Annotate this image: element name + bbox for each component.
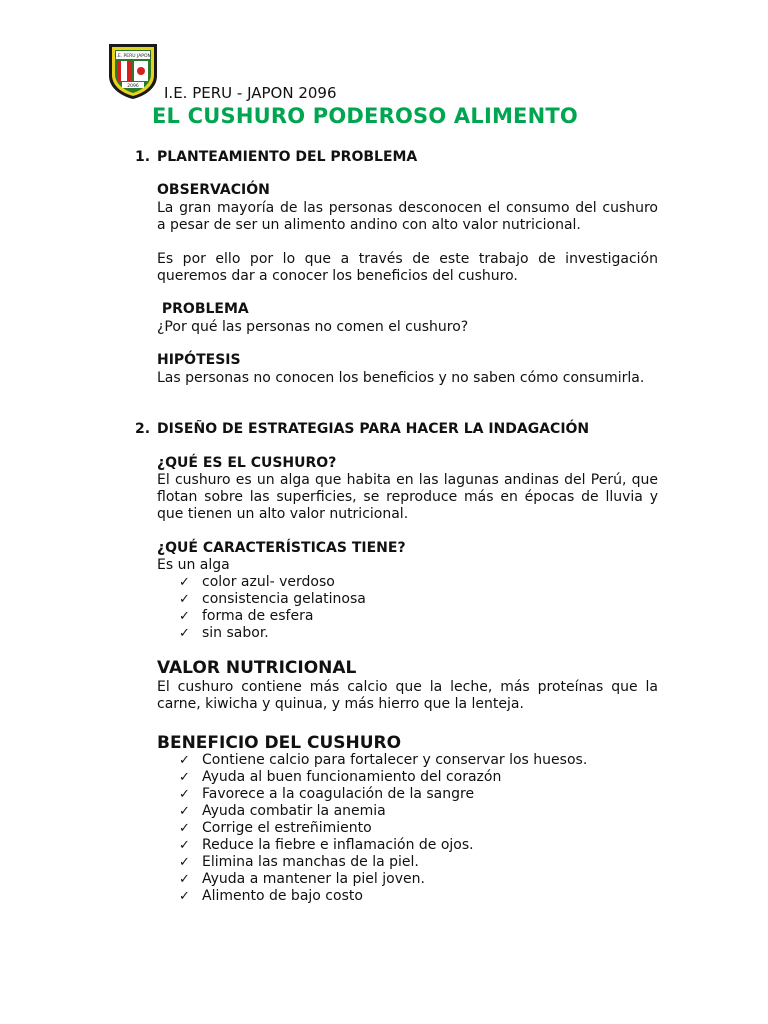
que-es-heading: ¿QUÉ ES EL CUSHURO? — [157, 455, 337, 471]
observacion-paragraph-2: Es por ello por lo que a través de este trabajo de investigación queremos dar a conocer los beneficios del cushuro. — [157, 251, 658, 284]
caracteristicas-heading: ¿QUÉ CARACTERÍSTICAS TIENE? — [157, 540, 406, 556]
check-icon: ✓ — [179, 626, 190, 641]
check-icon: ✓ — [179, 770, 190, 785]
page-title: EL CUSHURO PODEROSO ALIMENTO — [152, 104, 578, 128]
check-icon: ✓ — [179, 753, 190, 768]
check-icon: ✓ — [179, 889, 190, 904]
list-item — [179, 786, 587, 803]
list-item-text: forma de esfera — [202, 608, 314, 624]
list-item-text: Ayuda a mantener la piel joven. — [202, 871, 425, 887]
list-item — [179, 820, 587, 837]
problema-text: ¿Por qué las personas no comen el cushuro? — [157, 319, 469, 335]
list-item — [179, 625, 366, 642]
list-item — [179, 888, 587, 905]
list-item-text: consistencia gelatinosa — [202, 591, 366, 607]
section-number: 2. — [135, 421, 151, 437]
list-item-text: Contiene calcio para fortalecer y conservar los huesos. — [202, 752, 588, 768]
list-item — [179, 574, 366, 591]
section-number: 1. — [135, 149, 151, 165]
list-item — [179, 769, 587, 786]
check-icon: ✓ — [179, 838, 190, 853]
list-item — [179, 591, 366, 608]
list-item — [179, 752, 587, 769]
check-icon: ✓ — [179, 804, 190, 819]
observacion-paragraph-1: La gran mayoría de las personas desconocen el consumo del cushuro a pesar de ser un alimento andino con alto valor nutricional. — [157, 200, 658, 233]
section-title: PLANTEAMIENTO DEL PROBLEMA — [157, 149, 418, 165]
beneficios-list — [179, 752, 587, 905]
list-item-text: Favorece a la coagulación de la sangre — [202, 786, 475, 802]
list-item-text: Elimina las manchas de la piel. — [202, 854, 419, 870]
list-item — [179, 837, 587, 854]
list-item — [179, 803, 587, 820]
logo-text: I.E. PERU JAPON — [115, 54, 151, 59]
school-crest-logo — [107, 42, 159, 100]
caracteristicas-intro: Es un alga — [157, 557, 230, 573]
list-item — [179, 854, 587, 871]
check-icon: ✓ — [179, 872, 190, 887]
check-icon: ✓ — [179, 575, 190, 590]
check-icon: ✓ — [179, 821, 190, 836]
check-icon: ✓ — [179, 592, 190, 607]
list-item-text: Alimento de bajo costo — [202, 888, 363, 904]
observacion-heading: OBSERVACIÓN — [157, 182, 270, 198]
caracteristicas-list — [179, 574, 366, 642]
check-icon: ✓ — [179, 609, 190, 624]
hipotesis-heading: HIPÓTESIS — [157, 352, 241, 368]
list-item-text: Ayuda combatir la anemia — [202, 803, 386, 819]
que-es-text: El cushuro es un alga que habita en las lagunas andinas del Perú, que flotan sobre las superficies, se reproduce más en épocas de lluvia y que tienen un alto valor nutricional. — [157, 472, 658, 522]
list-item — [179, 608, 366, 625]
list-item-text: Corrige el estreñimiento — [202, 820, 372, 836]
list-item-text: color azul- verdoso — [202, 574, 335, 590]
section-title: DISEÑO DE ESTRATEGIAS PARA HACER LA INDAGACIÓN — [157, 421, 590, 437]
school-name: I.E. PERU - JAPON 2096 — [164, 84, 337, 102]
beneficio-heading: BENEFICIO DEL CUSHURO — [157, 733, 402, 753]
list-item-text: Ayuda al buen funcionamiento del corazón — [202, 769, 502, 785]
check-icon: ✓ — [179, 787, 190, 802]
valor-nutricional-heading: VALOR NUTRICIONAL — [157, 658, 357, 678]
valor-nutricional-text: El cushuro contiene más calcio que la leche, más proteínas que la carne, kiwicha y quinua, y más hierro que la lenteja. — [157, 679, 658, 712]
list-item-text: Reduce la fiebre e inflamación de ojos. — [202, 837, 474, 853]
logo-number: 2096 — [127, 84, 139, 89]
check-icon: ✓ — [179, 855, 190, 870]
hipotesis-text: Las personas no conocen los beneficios y no saben cómo consumirla. — [157, 370, 645, 386]
list-item-text: sin sabor. — [202, 625, 269, 641]
list-item — [179, 871, 587, 888]
problema-heading: PROBLEMA — [157, 301, 249, 317]
